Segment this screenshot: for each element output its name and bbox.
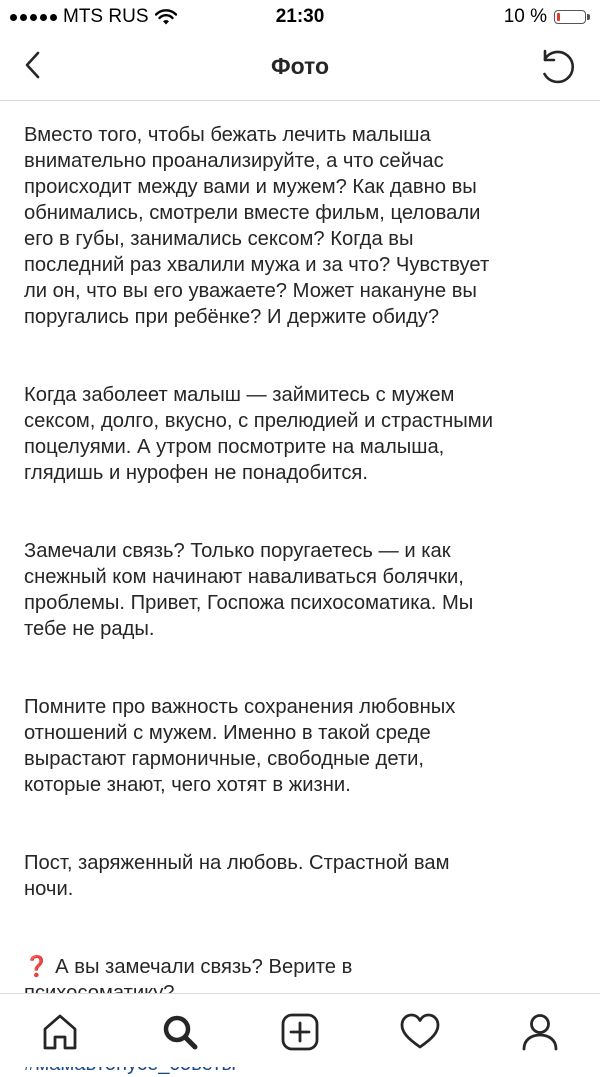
post-caption (24, 122, 584, 1077)
battery-level-fill (557, 13, 560, 21)
tab-bar (0, 993, 600, 1067)
caption-paragraph: Пост, заряженный на любовь. Страстной вам ночи. (24, 852, 450, 900)
page-title: Фото (270, 53, 330, 79)
tab-new-post[interactable] (280, 1012, 320, 1052)
question-mark-icon: ❓ (24, 956, 50, 978)
status-bar (0, 0, 600, 34)
caption-paragraph: Когда заболеет малыш — займитесь с мужем сексом, долго, вкусно, с прелюдией и страстными поцелуями. А утром посмотрите на малыша, глядишь и нурофен не понадобится. (24, 384, 493, 484)
home-icon (45, 1016, 75, 1048)
battery-icon (554, 10, 586, 24)
tab-home[interactable] (40, 1012, 80, 1052)
nav-bar (0, 34, 600, 101)
refresh-button[interactable] (536, 46, 578, 88)
profile-icon (524, 1016, 556, 1050)
plus-square-icon (283, 1015, 317, 1049)
tab-search[interactable] (160, 1012, 200, 1052)
tab-activity[interactable] (400, 1012, 440, 1052)
caption-paragraph: Вместо того, чтобы бежать лечить малыша внимательно проанализируйте, а что сейчас происходит между вами и мужем? Как давно вы обнимались, смотрели вместе фильм, целовали его в губы, занимались сексом? Когда вы последний раз хвалили мужа и за что? Чувствует ли он, что вы его уважаете? Может накануне вы поругались при ребёнке? И держите обиду? (24, 124, 490, 328)
search-icon (166, 1018, 195, 1047)
heart-icon (402, 1015, 438, 1047)
tab-profile[interactable] (520, 1012, 560, 1052)
battery-percentage: 10 % (503, 6, 547, 27)
refresh-icon (545, 51, 573, 82)
caption-paragraph: Помните про важность сохранения любовных отношений с мужем. Именно в такой среде вырастают гармоничные, свободные дети, которые знают, чего хотят в жизни. (24, 696, 456, 796)
question-text: А вы замечали связь? Верите в (55, 956, 353, 978)
carrier-name: MTS RUS (63, 6, 149, 27)
status-time: 21:30 (275, 6, 325, 27)
status-right (504, 6, 586, 28)
caption-paragraph: Замечали связь? Только поругаетесь — и как снежный ком начинают наваливаться болячки, проблемы. Привет, Госпожа психосоматика. Мы тебе не рады. (24, 540, 474, 640)
